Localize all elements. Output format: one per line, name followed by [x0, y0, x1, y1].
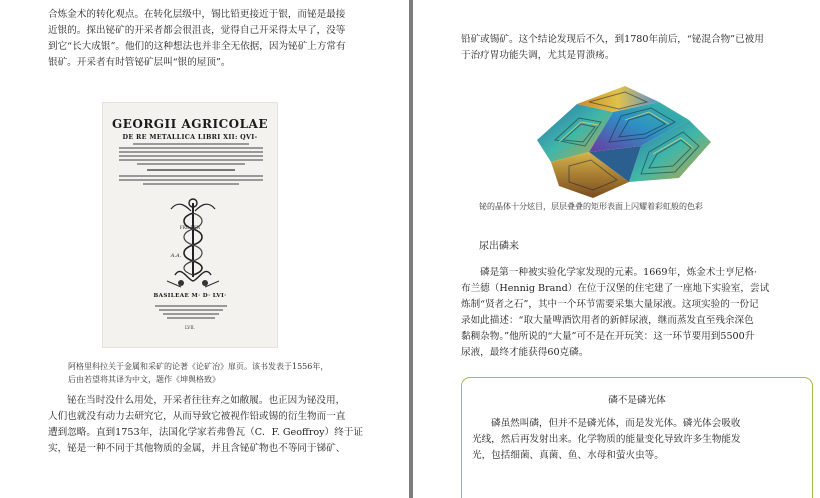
text-line: 光线，然后再发射出来。化学物质的能量变化导致许多生物能发: [472, 434, 741, 445]
fine-print-line: [119, 179, 263, 181]
text-line: 炼制“贤者之石”，其中一个环节需要采集大量尿液。这项实验的一份记: [461, 299, 759, 310]
text-line: 光，包括细菌、真菌、鱼、水母和萤火虫等。: [472, 450, 664, 461]
text-line: 近银的。探出铋矿的开采者都会很沮丧，觉得自己开采得太早了，没等: [48, 25, 346, 36]
fine-print-line: [133, 143, 249, 145]
fine-print-line: [119, 175, 263, 177]
title-page-city: BASILEAE M· D· LVI·: [153, 293, 227, 299]
text-line: 于治疗胃功能失调，尤其是胃溃疡。: [461, 50, 615, 61]
fine-print-line: [143, 183, 239, 185]
title-page-subtitle: DE RE METALLICA LIBRI XII: QVI-: [122, 133, 258, 141]
text-line: 铅矿或锡矿。这个结论发现后不久，到1780年前后，“铋混合物”已被用: [461, 34, 764, 45]
text-line: 到它“长大成银”。他们的这种想法也并非全无依据，因为铋矿上方常有: [48, 41, 346, 52]
fine-print-line: [137, 163, 245, 165]
fine-print-line: [163, 313, 219, 315]
text-line: 尿液，最终才能获得60克磷。: [461, 347, 589, 358]
text-line: 磷虽然叫磷，但并不是磷光体，而是发光体。磷光体会吸收: [491, 418, 741, 429]
right-intro-paragraph: [461, 32, 791, 64]
text-line: 合炼金术的转化观点。在转化层级中，锡比铅更接近于银，而铋是最接: [48, 9, 346, 20]
fine-print-line: [167, 317, 215, 319]
title-page-number: LVII.: [185, 325, 195, 330]
text-line: 实，铋是一种不同于其他物质的金属，并且含铋矿物也不等同于锑矿、: [48, 443, 346, 454]
sidebar-box: [461, 377, 813, 498]
text-line: 银矿。开采者有时管铋矿层叫“银的屋顶”。: [48, 57, 231, 68]
crystal-caption: 铋的晶体十分炫目，层层叠叠的矩形表面上闪耀着彩虹般的色彩: [479, 202, 703, 211]
text-line: 黏稠杂物。”他所说的“大量”可不是在开玩笑：这一环节要用到5500升: [461, 331, 755, 342]
fine-print-line: [119, 155, 263, 157]
left-body-paragraph: [48, 393, 368, 457]
title-page-mark: A.A.: [170, 253, 182, 259]
title-page-printer-name: FRO BEN: [179, 225, 201, 230]
fine-print-line: [155, 305, 227, 307]
phosphorus-paragraph: [461, 265, 791, 361]
fine-print-line: [119, 159, 263, 161]
caption-line: 后由若望将其译为中文，题作《坤舆格致》: [68, 375, 220, 384]
sidebar-box-title: 磷不是磷光体: [608, 395, 666, 406]
section-heading: 尿出磷来: [479, 241, 519, 252]
caption-line: 阿格里科拉关于金属和采矿的论著《论矿冶》扉页。该书发表于1556年，: [68, 362, 329, 371]
text-line: 铋在当时没什么用处，开采者往往弃之如敝履。也正因为铋没用，: [67, 395, 346, 406]
fine-print-line: [119, 147, 263, 149]
left-page: [0, 0, 409, 498]
fine-print-line: [119, 151, 263, 153]
text-line: 录如此描述：“取大量啤酒饮用者的新鲜尿液，继而蒸发直至残余深色: [461, 315, 754, 326]
fine-print-line: [159, 309, 223, 311]
text-line: 磷是第一种被实验化学家发现的元素。1669年，炼金术士亨尼格·: [480, 267, 757, 278]
fine-print-line: [147, 169, 235, 171]
text-line: 遭到忽略。直到1753年，法国化学家若弗鲁瓦（C．F. Geoffroy）终于证: [48, 427, 363, 438]
title-page-caption: [68, 360, 368, 386]
bismuth-crystal-image: [529, 82, 715, 200]
printers-mark-caduceus-icon: [151, 195, 235, 291]
left-intro-paragraph: [48, 7, 368, 71]
de-re-metallica-title-page-image: [102, 102, 278, 348]
right-page: [413, 0, 820, 498]
title-page-main-title: GEORGII AGRICOLAE: [111, 117, 268, 131]
text-line: 人们也就没有动力去研究它，从而导致它被视作铅或锡的衍生物而一直: [48, 411, 346, 422]
text-line: 布兰德（Hennig Brand）在位于汉堡的住宅建了一座地下实验室，尝试: [461, 283, 770, 294]
sidebar-box-text: [472, 416, 802, 464]
